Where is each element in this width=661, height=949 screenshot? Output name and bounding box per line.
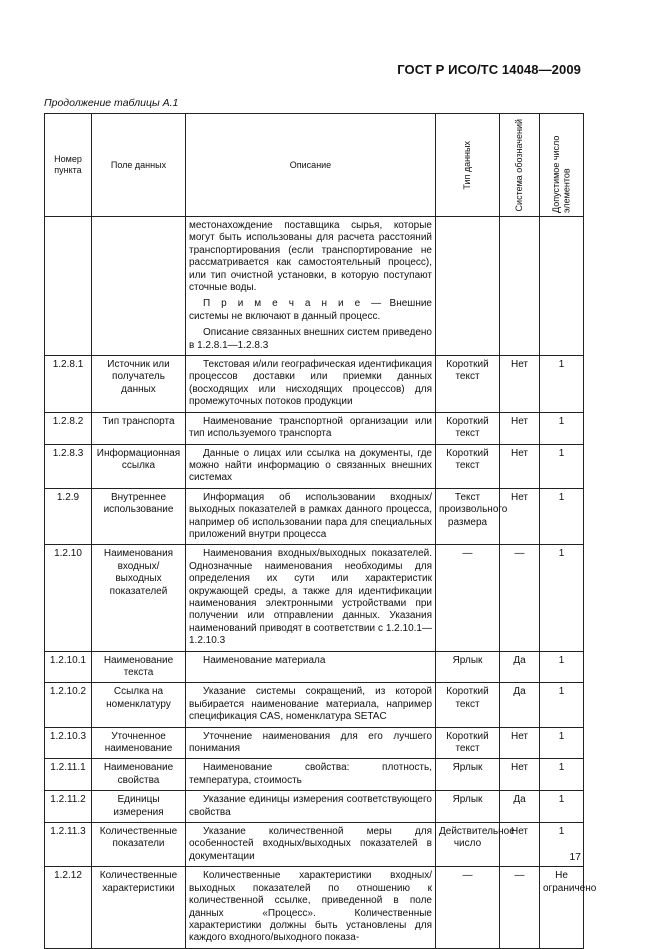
row-description (186, 412, 436, 444)
row-type (436, 217, 500, 356)
description-paragraph: Наименование материала (203, 654, 326, 666)
row-description (186, 823, 436, 867)
row-description (186, 356, 436, 413)
table-row (45, 444, 584, 488)
table-row (45, 727, 584, 759)
table-row (45, 545, 584, 651)
row-description (186, 217, 436, 356)
description-paragraph: Описание связанных внешних систем приведено в 1.2.8.1—1.2.8.3 (189, 327, 432, 351)
description-paragraph: Количественные характеристики входных/выходных показателей по отношению к количественной ссылке, приведенной в поле данных «Процесс». Количественные характеристики должны быть установлены для каждого входного/выходного показа- (189, 870, 432, 944)
row-field: Ссылка на номенклатуру (92, 683, 186, 727)
row-num: 1.2.11.2 (45, 791, 92, 823)
row-field: Внутреннее использование (92, 488, 186, 545)
row-description (186, 791, 436, 823)
row-description (186, 651, 436, 683)
description-paragraph: Наименование свойства: плотность, температура, стоимость (189, 762, 432, 786)
column-header-system-label: Система обозначений (514, 118, 525, 212)
description-paragraph: Указание системы сокращений, из которой выбирается наименование материала, например спецификация CAS, номенклатура SETAC (189, 686, 432, 723)
row-type: Действительное число (436, 823, 500, 867)
row-num: 1.2.11.3 (45, 823, 92, 867)
description-paragraph: Уточнение наименования для его лучшего понимания (189, 730, 432, 755)
column-header-type-label: Тип данных (462, 140, 473, 190)
row-description (186, 683, 436, 727)
row-type: — (436, 545, 500, 651)
row-type: Короткий текст (436, 356, 500, 413)
row-num: 1.2.12 (45, 867, 92, 948)
table-caption: Продолжение таблицы А.1 (44, 97, 179, 109)
table-row (45, 823, 584, 867)
row-allowed: 1 (540, 727, 584, 759)
row-description (186, 545, 436, 651)
table-row (45, 791, 584, 823)
row-type: Короткий текст (436, 412, 500, 444)
data-fields-table (44, 113, 597, 949)
row-description (186, 867, 436, 948)
description-paragraph: Указание количественной меры для особенностей входных/выходных показателей в документации (189, 826, 432, 862)
row-allowed: Не ограничено (540, 867, 584, 948)
row-allowed: 1 (540, 651, 584, 683)
row-system: Нет (500, 823, 540, 867)
row-description (186, 759, 436, 791)
row-allowed: 1 (540, 356, 584, 413)
row-system: Нет (500, 356, 540, 413)
row-system (500, 217, 540, 356)
table-row (45, 759, 584, 791)
note-label: П р и м е ч а н и е — (203, 298, 384, 310)
table-row (45, 217, 584, 356)
row-type: Ярлык (436, 651, 500, 683)
description-paragraph: Наименование транспортной организации или тип используемого транспорта (189, 415, 432, 440)
row-system: Нет (500, 727, 540, 759)
row-num: 1.2.10.2 (45, 683, 92, 727)
row-system: Нет (500, 444, 540, 488)
row-system: Да (500, 651, 540, 683)
row-type: Текст произвольного размера (436, 488, 500, 545)
description-paragraph: Текстовая и/или географическая идентификация процессов доставки или приемки данных (восходящих или нисходящих процессов) для промежуточных потоков продукции (189, 359, 432, 408)
row-system: — (500, 545, 540, 651)
description-paragraph: местонахождение поставщика сырья, которые могут быть использованы для расчета расстояний транспортирования (если транспортирование не рассматривается как самостоятельный процесс), или тип очистной установки, в которую поступают сточные воды. (189, 220, 432, 294)
column-header-description: Описание (186, 114, 436, 217)
row-allowed: 1 (540, 823, 584, 867)
row-allowed: 1 (540, 488, 584, 545)
row-field: Информационная ссылка (92, 444, 186, 488)
column-header-field: Поле данных (92, 114, 186, 217)
row-allowed: 1 (540, 444, 584, 488)
row-field: Наименование текста (92, 651, 186, 683)
row-type: Короткий текст (436, 727, 500, 759)
row-field: Количественные характеристики (92, 867, 186, 948)
row-allowed: 1 (540, 759, 584, 791)
table-row (45, 683, 584, 727)
row-type: Ярлык (436, 791, 500, 823)
column-header-system (500, 114, 540, 217)
row-field: Наименования входных/выходных показателей (92, 545, 186, 651)
description-paragraph: Данные о лицах или ссылка на документы, где можно найти информацию о связанных внешних системах (189, 447, 432, 484)
row-field: Наименование свойства (92, 759, 186, 791)
row-allowed: 1 (540, 791, 584, 823)
row-field: Источник или получатель данных (92, 356, 186, 413)
row-allowed: 1 (540, 683, 584, 727)
row-description (186, 727, 436, 759)
row-system: Нет (500, 759, 540, 791)
row-field: Уточненное наименование (92, 727, 186, 759)
row-system: Да (500, 683, 540, 727)
row-num: 1.2.9 (45, 488, 92, 545)
row-allowed: 1 (540, 412, 584, 444)
row-num (45, 217, 92, 356)
row-description (186, 444, 436, 488)
row-allowed: 1 (540, 545, 584, 651)
row-description (186, 488, 436, 545)
row-num: 1.2.10.1 (45, 651, 92, 683)
standard-code-header: ГОСТ Р ИСО/ТС 14048—2009 (397, 62, 581, 77)
table-row (45, 867, 584, 948)
table-row (45, 412, 584, 444)
row-system: Нет (500, 488, 540, 545)
table-row (45, 488, 584, 545)
description-paragraph: Наименования входных/выходных показателей. Однозначные наименования необходимы для определения их сути или характеристик окружающей среды, а также для идентификации наименования электронными устройствами при получении или отправлении данных. Указания наименований приводят в соответствии с 1.2.10.1—1.2.10.3 (189, 548, 432, 647)
row-type: — (436, 867, 500, 948)
description-paragraph: Информация об использовании входных/ выходных показателей в рамках данного процесса, например об использовании пара для специальных приложений внутри процесса (189, 491, 432, 540)
row-system: Нет (500, 412, 540, 444)
column-header-allowed (540, 114, 584, 217)
row-num: 1.2.11.1 (45, 759, 92, 791)
row-system: Да (500, 791, 540, 823)
row-num: 1.2.8.3 (45, 444, 92, 488)
page-number: 17 (569, 851, 581, 863)
column-header-type (436, 114, 500, 217)
row-allowed (540, 217, 584, 356)
note-paragraph (189, 298, 432, 323)
table-header-row (45, 114, 584, 217)
row-num: 1.2.8.2 (45, 412, 92, 444)
row-field (92, 217, 186, 356)
description-paragraph: Указание единицы измерения соответствующего свойства (189, 794, 432, 818)
column-header-num: Номер пункта (45, 114, 92, 217)
row-field: Единицы измерения (92, 791, 186, 823)
table-row (45, 651, 584, 683)
row-system: — (500, 867, 540, 948)
row-type: Короткий текст (436, 683, 500, 727)
note-text: Внешние системы не включают в данный процесс. (189, 298, 432, 322)
row-type: Ярлык (436, 759, 500, 791)
column-header-allowed-label: Допустимое число элементов (551, 135, 572, 213)
row-num: 1.2.10 (45, 545, 92, 651)
row-field: Тип транспорта (92, 412, 186, 444)
table-row (45, 356, 584, 413)
row-field: Количественные показатели (92, 823, 186, 867)
row-num: 1.2.8.1 (45, 356, 92, 413)
row-type: Короткий текст (436, 444, 500, 488)
row-num: 1.2.10.3 (45, 727, 92, 759)
